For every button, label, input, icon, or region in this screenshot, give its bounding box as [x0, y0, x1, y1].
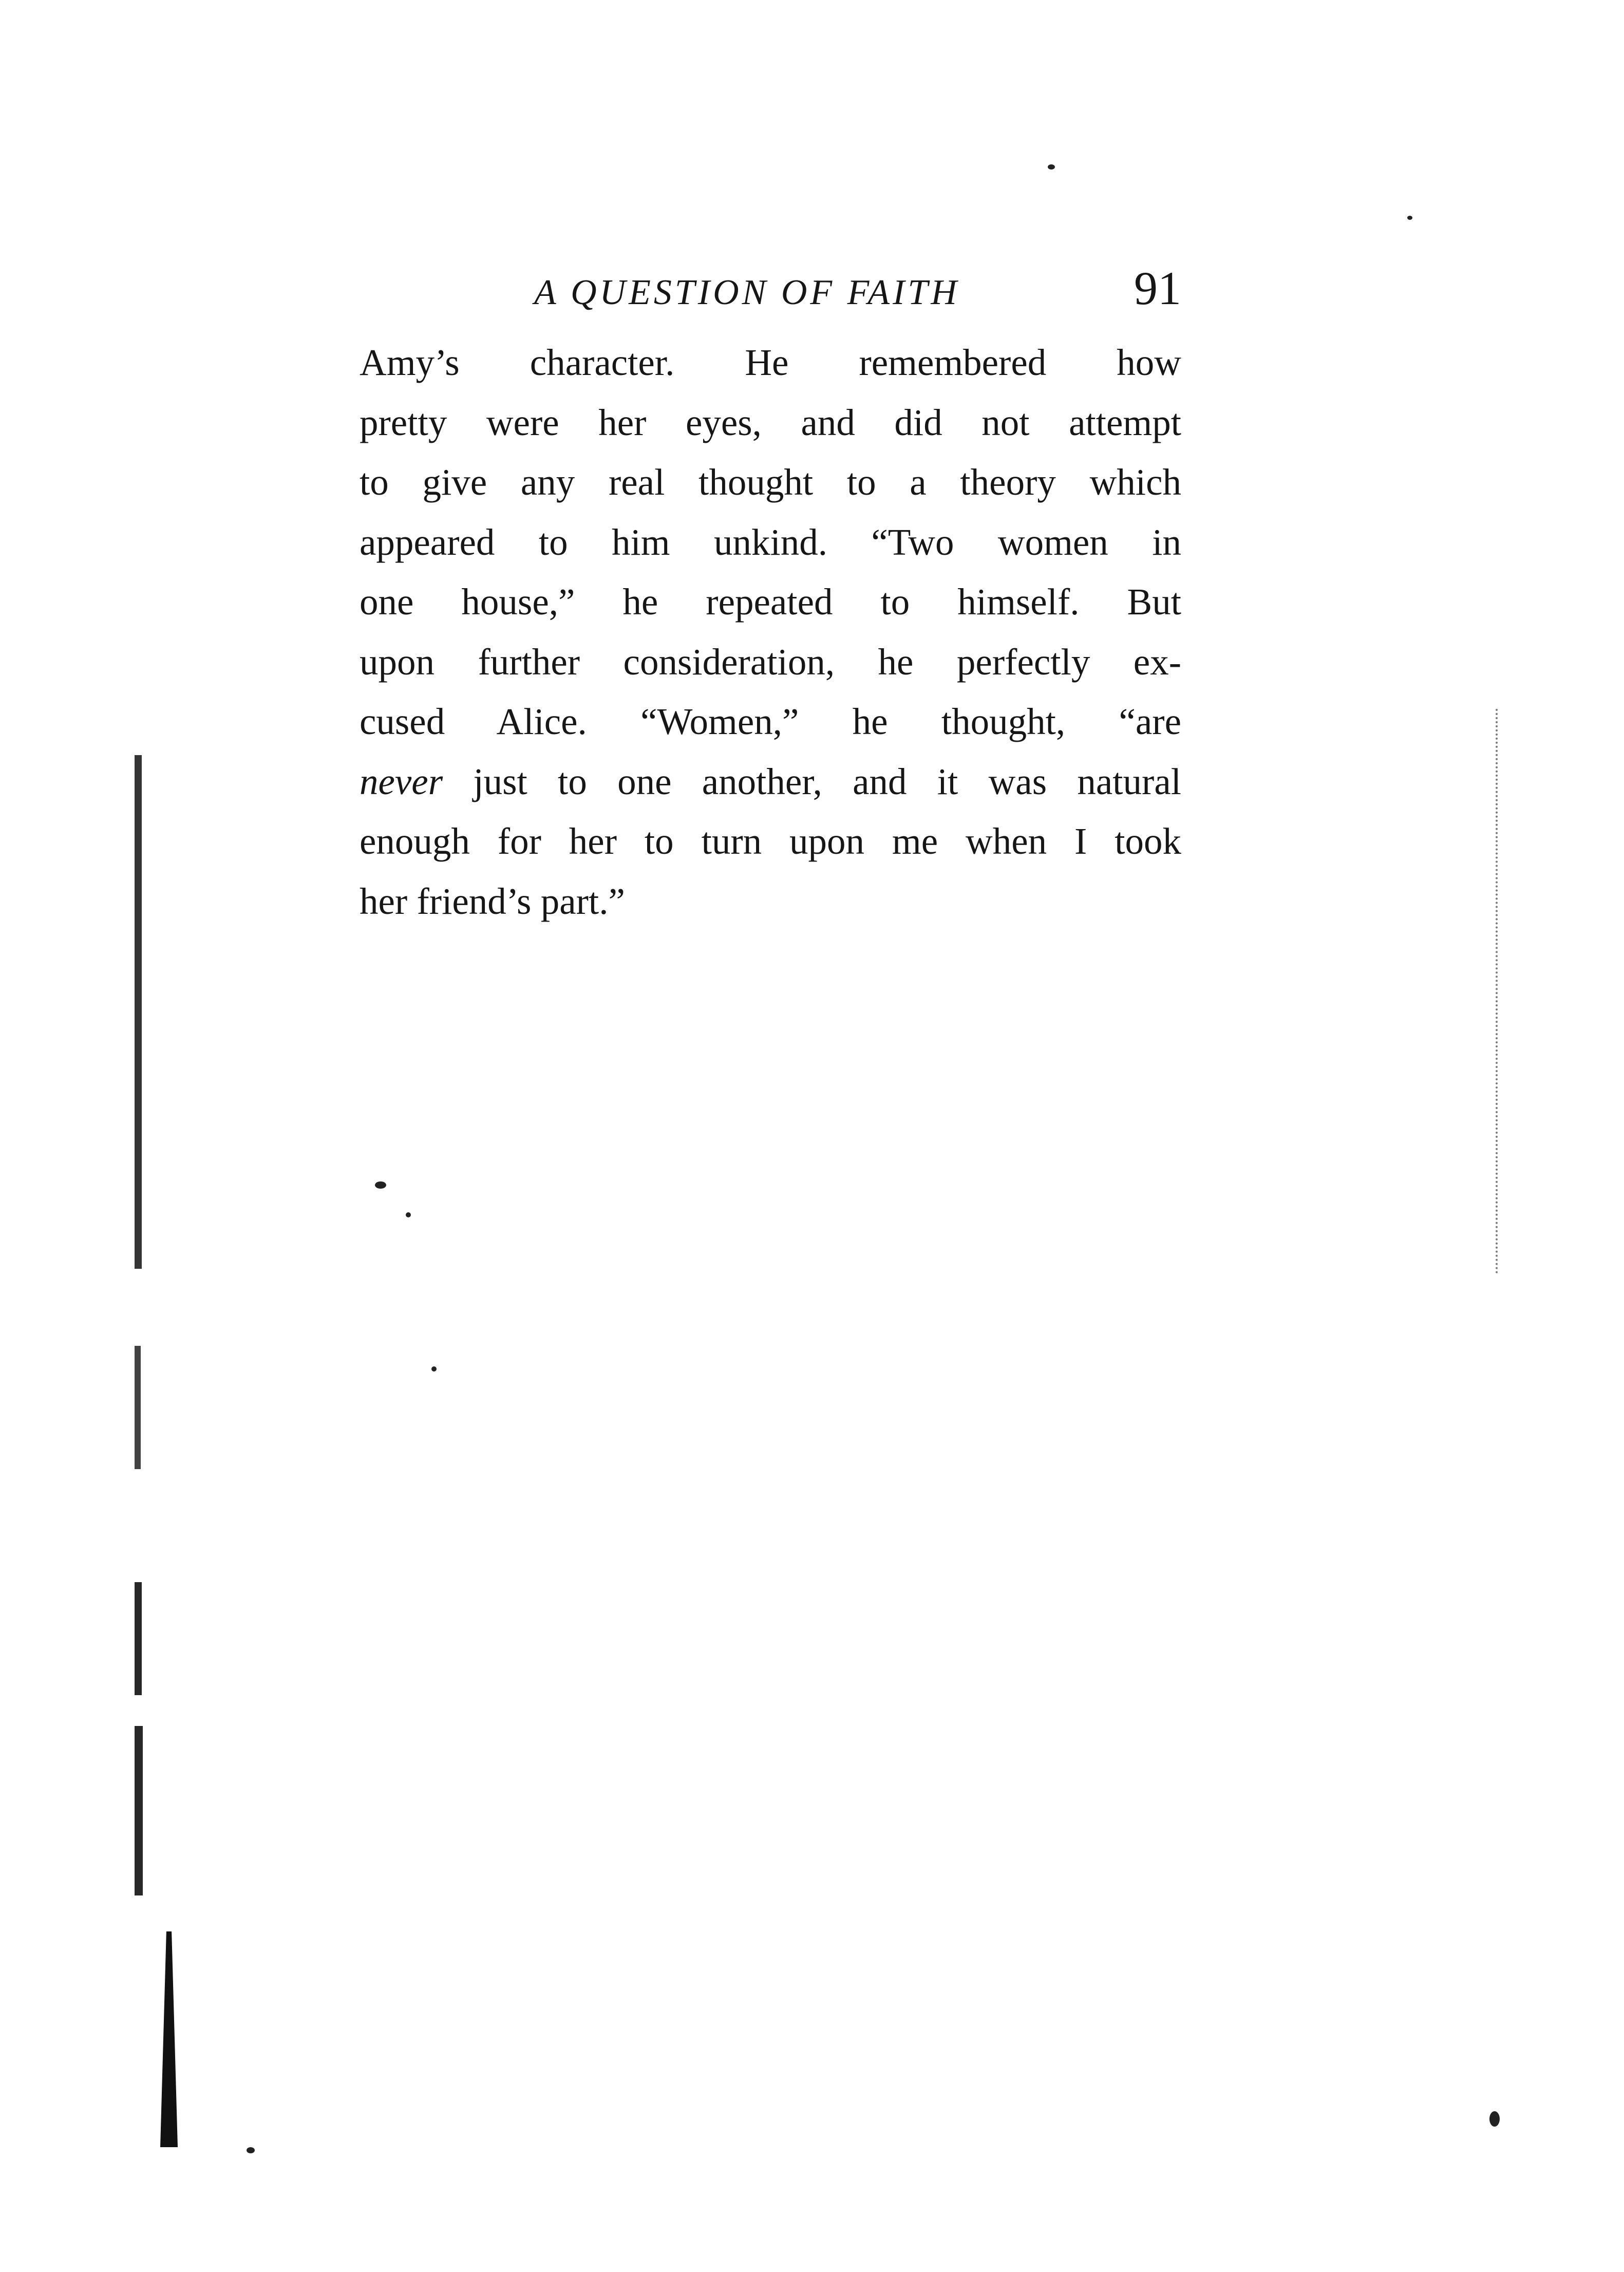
binding-shadow: [135, 1346, 141, 1469]
text-line: cused Alice. “Women,” he thought, “are: [360, 701, 1181, 742]
body-text: [360, 333, 1181, 931]
ink-speck: [1489, 2111, 1500, 2127]
text-line-rest: just to one another, and it was natural: [473, 760, 1182, 802]
ink-speck: [406, 1212, 411, 1217]
binding-shadow: [135, 1726, 143, 1895]
text-line: Amy’s character. He remembered how: [360, 342, 1181, 383]
text-line: [360, 752, 1181, 812]
text-line: one house,” he repeated to himself. But: [360, 581, 1181, 623]
binding-shadow: [160, 1931, 178, 2147]
ink-speck: [1407, 216, 1412, 220]
text-line: pretty were her eyes, and did not attempt: [360, 401, 1181, 443]
text-line: enough for her to turn upon me when I took: [360, 820, 1181, 862]
emphasis-word: never: [360, 760, 443, 802]
text-line: upon further consideration, he perfectly ex-: [360, 641, 1181, 683]
text-line: her friend’s part.”: [360, 880, 625, 922]
page-number: 91: [1134, 262, 1181, 314]
running-head: [360, 257, 1181, 318]
binding-shadow: [135, 755, 142, 1269]
text-line: appeared to him unkind. “Two women in: [360, 521, 1181, 563]
ink-speck: [375, 1181, 386, 1189]
text-line: to give any real thought to a theory which: [360, 461, 1181, 503]
ink-speck: [1048, 164, 1055, 170]
ink-speck: [247, 2147, 255, 2153]
running-title: A QUESTION OF FAITH: [534, 273, 960, 312]
page-edge-shadow: [1496, 709, 1500, 1274]
ink-speck: [431, 1366, 437, 1372]
binding-shadow: [135, 1582, 142, 1695]
